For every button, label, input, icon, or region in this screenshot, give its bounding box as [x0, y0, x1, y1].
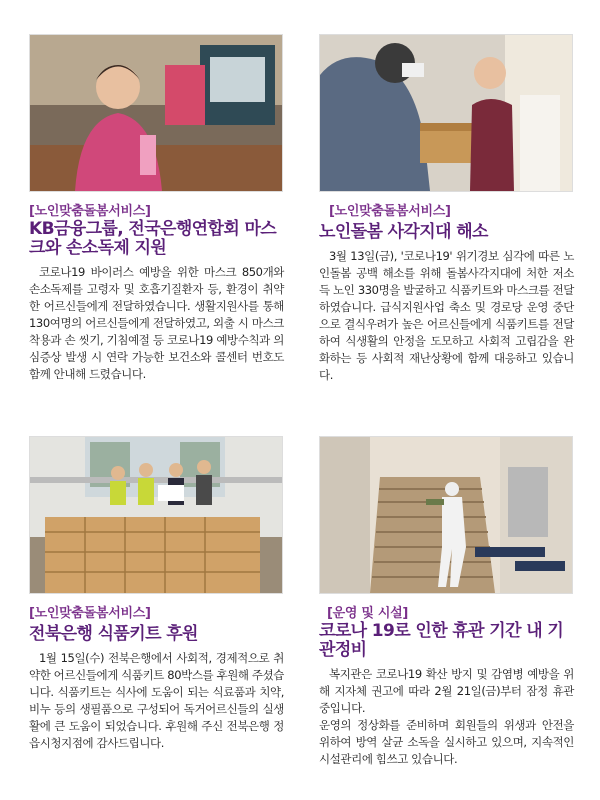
- article-photo: [319, 436, 573, 594]
- article-title: 노인돌봄 사각지대 해소: [319, 222, 488, 242]
- article-photo: [319, 34, 573, 192]
- article-body: [29, 264, 284, 383]
- article-category: [노인맞춤돌봄서비스]: [29, 204, 151, 219]
- article-title: KB금융그룹, 전국은행연합회 마스크와 손소독제 지원: [29, 219, 277, 258]
- article-category: [노인맞춤돌봄서비스]: [329, 204, 451, 219]
- article-body: [319, 666, 574, 768]
- article-body: [319, 248, 574, 384]
- article-category: [노인맞춤돌봄서비스]: [29, 606, 151, 621]
- article-photo: [29, 34, 283, 192]
- article-title: 코로나 19로 인한 휴관 기간 내 기관정비: [319, 621, 564, 660]
- article-title: 전북은행 식품키트 후원: [29, 624, 198, 644]
- article-paragraph: 코로나19 바이러스 예방을 위한 마스크 850개와 손소독제를 고령자 및 호흡기질환자 등, 환경이 취약한 어르신들에게 전달하였습니다. 생활지원사를 통해 130여명의 어르신들에게 전달하였고, 외출 시 마스크 착용과 손 씻기, 기침예절 등 코로나19 예방수칙과 의심증상 발생 시 연락 가능한 보건소와 콜센터 번호도 함께 안내해 드렸습니다.: [29, 265, 284, 381]
- article-paragraph: 3월 13일(금), '코로나19' 위기경보 심각에 따른 노인돌봄 공백 해소를 위해 돌봄사각지대에 처한 저소득 노인 330명을 발굴하고 식품키트와 마스크를 전달하였습니다. 급식지원사업 축소 및 경로당 운영 중단으로 결식우려가 높은 어르신들에게 식품키트를 전달하여 식생활의 안정을 도모하고 사회적 고립감을 완화하는 등 사회적 재난상황에 함께 대응하고 있습니다.: [319, 249, 574, 382]
- article-paragraph: 복지관은 코로나19 확산 방지 및 감염병 예방을 위해 지자체 권고에 따라 2월 21일(금)부터 잠정 휴관 중입니다.: [319, 667, 574, 715]
- article-mask-donation: [29, 34, 284, 383]
- article-body: [29, 650, 284, 752]
- article-food-kit-sponsor: [29, 436, 284, 752]
- article-paragraph: 1월 15일(수) 전북은행에서 사회적, 경제적으로 취약한 어르신들에게 식품키트 80박스를 후원해 주셨습니다. 식품키트는 식사에 도움이 되는 식료품과 치약, 비누 등의 생필품으로 구성되어 독거어르신들의 실생활에 큰 도움이 되었습니다. 후원해 주신 전북은행 정읍시청지점에 감사드립니다.: [29, 651, 284, 750]
- article-category: [운영 및 시설]: [327, 606, 409, 621]
- article-care-blind-spot: [319, 34, 574, 384]
- article-facility-maintenance: [319, 436, 574, 768]
- article-photo: [29, 436, 283, 594]
- article-paragraph: 운영의 정상화를 준비하며 회원들의 위생과 안전을 위하여 방역 살균 소독을 실시하고 있으며, 지속적인 시설관리에 힘쓰고 있습니다.: [319, 718, 574, 766]
